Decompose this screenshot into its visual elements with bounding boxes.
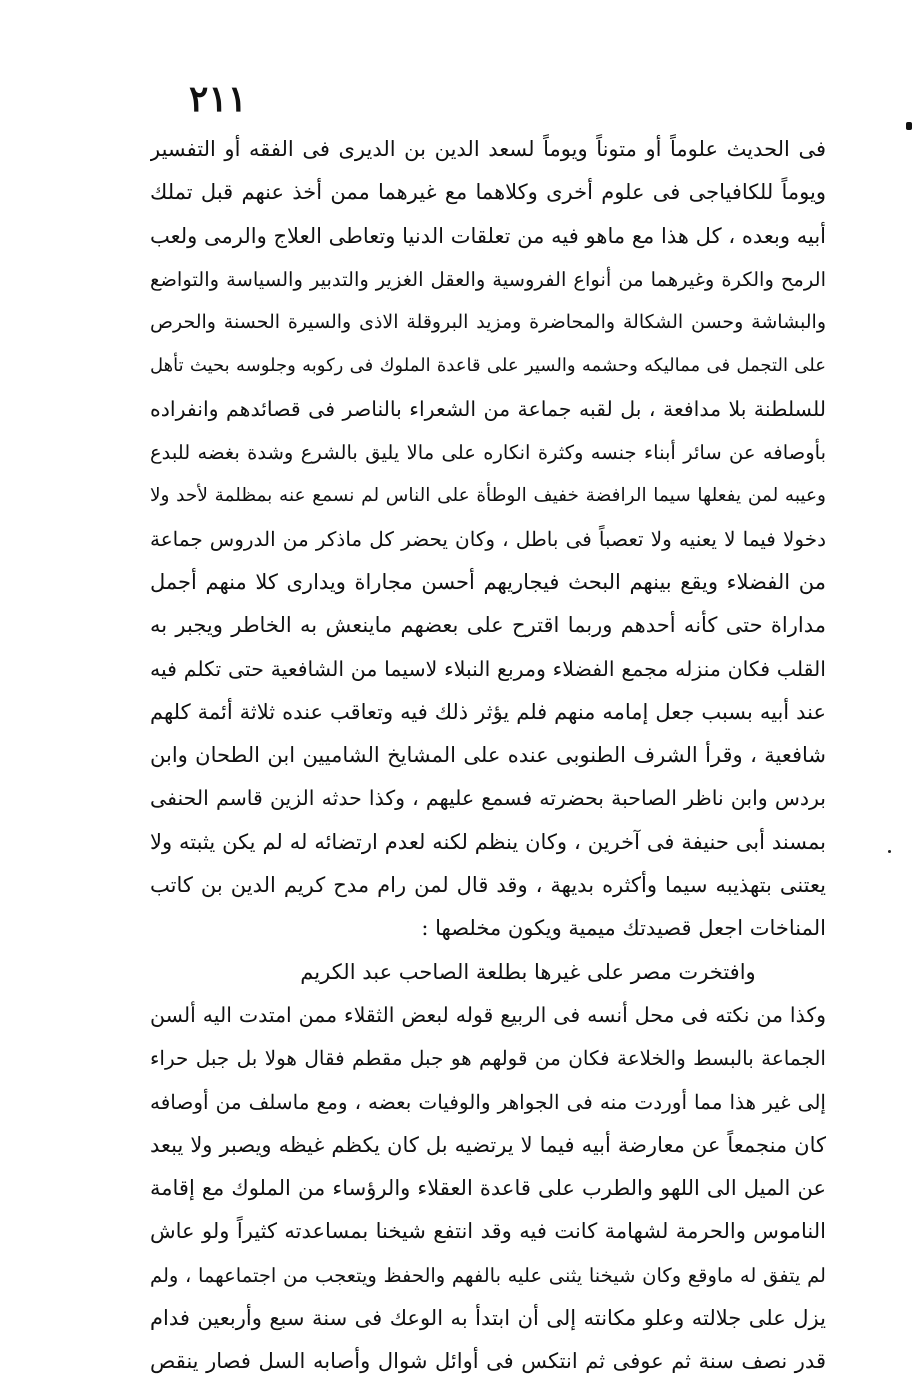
text-line: الجماعة بالبسط والخلاعة فكان من قولهم هو جبل مقطم فقال هولا بل جبل حراء [150, 1046, 826, 1071]
text-line: قدر نصف سنة ثم عوفى ثم انتكس فى أوائل شوال وأصابه السل فصار ينقص [150, 1349, 826, 1374]
text-line: عند أبيه بسبب جعل إمامه منهم فلم يؤثر ذلك فيه وتعاقب عنده ثلاثة أئمة كلهم [150, 699, 826, 724]
text-line: على التجمل فى مماليكه وحشمه والسير على قاعدة الملوك فى ركوبه وجلوسه بحيث تأهل [150, 355, 826, 377]
text-line: يعتنى بتهذيبه سيما وأكثره بديهة ، وقد قال لمن رام مدح كريم الدين بن كاتب [150, 873, 826, 898]
text-line: بأوصافه عن سائر أبناء جنسه وكثرة انكاره على مالا يليق بالشرع وشدة بغضه للبدع [150, 441, 826, 465]
text-line: كان منجمعاً عن معارضة أبيه فيما لا يرتضيه بل كان يكظم غيظه ويصبر ولا يبعد [150, 1132, 826, 1157]
page-number: ٢١١ [188, 78, 247, 120]
text-line: والبشاشة وحسن الشكالة والمحاضرة ومزيد البروقلة الاذى والسيرة الحسنة والحرص [150, 311, 826, 334]
text-line: فى الحديث علوماً أو متوناً ويوماً لسعد الدين بن الديرى فى الفقه أو التفسير [150, 137, 826, 161]
margin-speck [888, 850, 891, 853]
verse-line: وافتخرت مصر على غيرها بطلعة الصاحب عبد الكريم [300, 959, 756, 984]
text-line: عن الميل الى اللهو والطرب على قاعدة العقلاء والرؤساء من الملوك مع إقامة [150, 1176, 826, 1201]
text-line: المناخات اجعل قصيدتك ميمية ويكون مخلصها : [421, 916, 826, 941]
text-line: من الفضلاء ويقع بينهم البحث فيجاريهم أحسن مجاراة ويدارى كلا منهم أجمل [150, 569, 826, 594]
page-edge-mark [906, 122, 912, 130]
text-line: أبيه وبعده ، كل هذا مع ماهو فيه من تعلقات الدنيا وتعاطى العلاج والرمى ولعب [150, 223, 826, 248]
text-line: الناموس والحرمة لشهامة كانت فيه وقد انتفع شيخنا بمساعدته كثيراً ولو عاش [150, 1219, 826, 1244]
text-line: بمسند أبى حنيفة فى آخرين ، وكان ينظم لكنه لعدم ارتضائه له لم يكن يثبته ولا [150, 829, 826, 854]
text-line: دخولا فيما لا يعنيه ولا تعصباً فى باطل ، وكان يحضر كل ماذكر من الدروس جماعة [150, 526, 826, 551]
text-line: لم يتفق له ماوقع وكان شيخنا يثنى عليه بالفهم والحفظ ويتعجب من اجتماعهما ، ولم [150, 1263, 826, 1287]
text-line: مداراة حتى كأنه أحدهم وربما اقترح على بعضهم ماينعش به الخاطر ويجبر به [150, 613, 826, 638]
text-line: إلى غير هذا مما أوردت منه فى الجواهر والوفيات بعضه ، ومع ماسلف من أوصافه [150, 1089, 826, 1114]
text-line: ويوماً للكافياجى فى علوم أخرى وكلاهما مع غيرهما ممن أخذ عنهم قبل تملك [150, 180, 826, 205]
text-line: الرمح والكرة وغيرهما من أنواع الفروسية والعقل الغزير والتدبير والسياسة والتواضع [150, 267, 826, 291]
body-text [150, 128, 826, 1384]
text-line: يزل على جلالته وعلو مكانته إلى أن ابتدأ به الوعك فى سنة سبع وأربعين فدام [150, 1306, 826, 1331]
text-line: للسلطنة بلا مدافعة ، بل لقبه جماعة من الشعراء بالناصر فى قصائدهم وانفراده [150, 396, 826, 421]
text-line: وعيبه لمن يفعلها سيما الرافضة خفيف الوطأة على الناس لم نسمع عنه بمظلمة لأحد ولا [150, 485, 826, 507]
text-line: القلب فكان منزله مجمع الفضلاء ومربع النبلاء لاسيما من الشافعية حتى تكلم فيه [150, 656, 826, 681]
text-line: بردس وابن ناظر الصاحبة بحضرته فسمع عليهم ، وكذا حدثه الزين قاسم الحنفى [150, 786, 826, 811]
text-line: وكذا من نكته فى محل أنسه فى الربيع قوله لبعض الثقلاء ممن امتدت اليه ألسن [150, 1002, 826, 1027]
text-line: شافعية ، وقرأ الشرف الطنوبى عنده على المشايخ الشاميين ابن الطحان وابن [150, 743, 826, 768]
